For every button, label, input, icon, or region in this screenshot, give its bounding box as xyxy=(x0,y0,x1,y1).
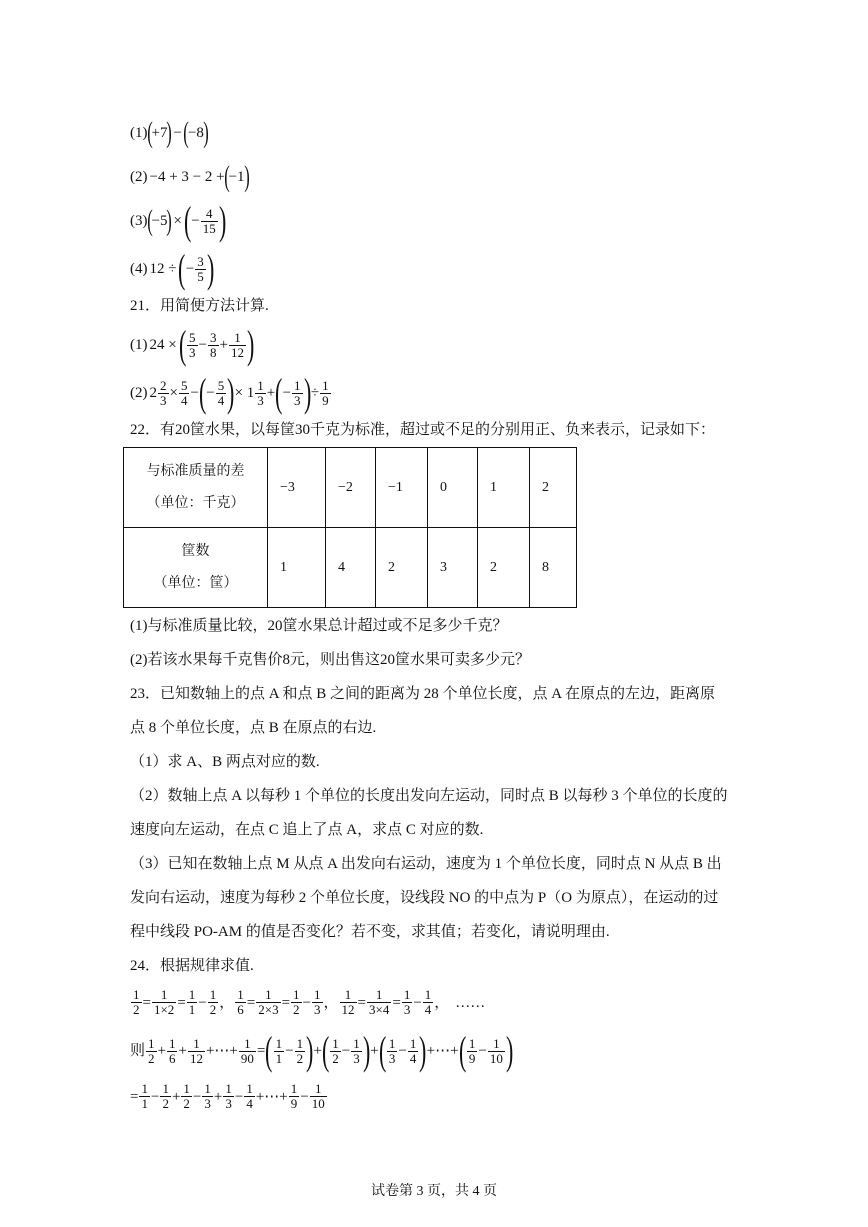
fraction: $\frac{1}{1}$ xyxy=(275,1035,283,1066)
q22-part1: (1)与标准质量比较，20筐水果总计超过或不足多少千克？ xyxy=(130,618,508,634)
q21-part2: (2) 2 $\frac{2}{3}$ × $\frac{5}{4}$ − ( − $\frac{5}{4}$ ) × 1 $\frac{1}{3}$ + ( − $\frac{1}{3}$ ) ÷ $\frac{1}{9}$ xyxy=(130,370,329,415)
part-label: (4) xyxy=(130,261,148,277)
expr: −4 + 3 − 2 + xyxy=(149,169,225,185)
q23-line2: 点 8 个单位长度，点 B 在原点的右边. xyxy=(130,720,377,736)
part-label: (1) xyxy=(130,125,148,141)
fraction: $\frac{1}{2\times 3}$ xyxy=(258,987,279,1017)
dots: +⋯+ xyxy=(426,1043,459,1059)
op: − xyxy=(198,337,208,353)
fraction: $\frac{1}{10}$ xyxy=(311,1081,325,1111)
fraction: $\frac{1}{4}$ xyxy=(246,1081,253,1111)
fraction: $\frac{1}{2}$ xyxy=(209,987,217,1017)
fraction: $\frac{1}{3\times 4}$ xyxy=(369,987,390,1017)
op: + xyxy=(266,385,276,401)
table-cell: 0 xyxy=(428,448,478,528)
fraction: $\frac{1}{4}$ xyxy=(409,1035,417,1066)
fraction: $\frac{1}{3}$ xyxy=(314,987,321,1017)
table-cell: 2 xyxy=(478,528,530,608)
row-header xyxy=(124,528,268,608)
table-cell: 1 xyxy=(268,528,326,608)
table-cell: −1 xyxy=(376,448,428,528)
fraction: $\frac{1}{3}$ xyxy=(257,377,264,408)
sign: − xyxy=(206,385,215,401)
fraction: $\frac{1}{3}$ xyxy=(403,987,411,1017)
fraction: $\frac{2}{3}$ xyxy=(160,377,167,408)
fraction: $\frac{4}{15}$ xyxy=(202,205,216,236)
fraction: $\frac{1}{3}$ xyxy=(353,1035,360,1066)
fraction: $\frac{1}{12}$ xyxy=(341,987,355,1017)
q21-part1: (1) 24 × ( $\frac{5}{3}$ − $\frac{3}{8}$ + $\frac{1}{12}$ ) xyxy=(130,322,255,367)
table-cell: 2 xyxy=(376,528,428,608)
table-cell: 1 xyxy=(478,448,530,528)
q24-title: 24．根据规律求值. xyxy=(130,958,254,974)
lead: 24 × xyxy=(149,337,177,353)
fraction: $\frac{5}{3}$ xyxy=(189,329,196,360)
row-header-unit: （单位：筐） xyxy=(153,575,238,591)
fraction: $\frac{1}{6}$ xyxy=(168,1035,176,1066)
q23-line8: 程中线段 PO-AM 的值是否变化？若不变，求其值；若变化，请说明理由. xyxy=(130,924,610,940)
fraction: $\frac{1}{10}$ xyxy=(489,1035,503,1066)
page-footer: 试卷第 3 页，共 4 页 xyxy=(371,1184,497,1199)
fraction: $\frac{1}{2}$ xyxy=(162,1081,169,1111)
then-label: 则 xyxy=(130,1043,146,1059)
equals: = xyxy=(130,1088,139,1105)
sign: − xyxy=(185,261,195,277)
fraction: $\frac{1}{3}$ xyxy=(388,1035,396,1066)
q23-line6: （3）已知在数轴上点 M 从点 A 出发向右运动，速度为 1 个单位长度，同时点 N 从点 B 出 xyxy=(130,856,722,872)
q23-line1: 23．已知数轴上的点 A 和点 B 之间的距离为 28 个单位长度，点 A 在原点的左边，距离原 xyxy=(130,686,716,702)
part-label: (2) xyxy=(130,385,148,401)
expr-b: −8 xyxy=(187,125,204,141)
table-cell: 4 xyxy=(326,528,376,608)
q22-title: 22．有20筐水果，以每筐30千克为标准，超过或不足的分别用正、负来表示，记录如下： xyxy=(130,422,716,438)
q24-line3: = $\frac{1}{1}$ − $\frac{1}{2}$ + $\frac{1}{2}$ − $\frac{1}{3}$ + $\frac{1}{3}$ − $\frac{1}{4}$ +⋯+ $\frac{1}{9}$ − $\frac{1}{10}$ xyxy=(130,1081,325,1111)
fraction: $\frac{1}{2}$ xyxy=(183,1081,190,1111)
row-header-title: 筐数 xyxy=(181,543,210,559)
table-cell: 8 xyxy=(530,528,577,608)
table-cell: −3 xyxy=(268,448,326,528)
table-cell: 2 xyxy=(530,448,577,528)
q20-part2: (2) −4 + 3 − 2 + ( −1 ) xyxy=(130,160,250,193)
dots: +⋯+ xyxy=(205,1043,238,1059)
q23-line4: （2）数轴上点 A 以每秒 1 个单位的长度出发向左运动，同时点 B 以每秒 3 个单位的长度的 xyxy=(130,788,728,804)
row-header xyxy=(124,448,268,528)
q20-part4: (4) 12 ÷ ( − $\frac{3}{5}$ ) xyxy=(130,246,215,291)
fraction: $\frac{5}{4}$ xyxy=(180,377,188,408)
fraction: $\frac{1}{9}$ xyxy=(468,1035,476,1066)
fraction: $\frac{1}{90}$ xyxy=(240,1035,254,1066)
expr-a: +7 xyxy=(151,125,168,141)
q23-line7: 发向右运动，速度为每秒 2 个单位长度，设线段 NO 的中点为 P（O 为原点），在运动的过 xyxy=(130,890,719,906)
part-label: (1) xyxy=(130,337,148,353)
fraction: $\frac{1}{3}$ xyxy=(225,1081,232,1111)
ellipsis: …… xyxy=(455,994,486,1011)
table-cell: −2 xyxy=(326,448,376,528)
fraction: $\frac{1}{3}$ xyxy=(204,1081,211,1111)
fraction: $\frac{1}{3}$ xyxy=(294,377,301,408)
sign: − xyxy=(282,385,292,401)
fraction: $\frac{1}{12}$ xyxy=(230,329,244,360)
q24-line2: 则 $\frac{1}{2}$ + $\frac{1}{6}$ + $\frac{1}{12}$ +⋯+ $\frac{1}{90}$ = ( $\frac{1}{1}$ − $\frac{1}{2}$ ) + ( $\frac{1}{2}$ − $\frac{1}{3}$ ) + ( $\frac{1}{3}$ − $\frac{1}{4}$ ) +⋯+ ( $\frac{1}{9}$ − $\frac{1}{10}$ ) xyxy=(130,1028,514,1073)
expr-a: 12 ÷ xyxy=(149,261,177,277)
minus-op: − xyxy=(173,125,182,141)
fraction: $\frac{1}{9}$ xyxy=(290,1081,298,1111)
q23-line3: （1）求 A、B 两点对应的数. xyxy=(130,754,320,770)
op: ÷ xyxy=(310,385,320,401)
row-header-unit: （单位：千克） xyxy=(146,495,245,511)
expr-a: −5 xyxy=(151,213,168,229)
fraction: $\frac{1}{6}$ xyxy=(237,987,244,1017)
table-cell: 3 xyxy=(428,528,478,608)
q20-part1: (1) ( +7 ) − ( −8 ) xyxy=(130,116,209,149)
part-label: (2) xyxy=(130,169,148,185)
table-row xyxy=(124,448,577,528)
data-table xyxy=(123,447,577,608)
row-header-title: 与标准质量的差 xyxy=(146,463,245,479)
q22-part2: (2)若该水果每千克售价8元，则出售这20筐水果可卖多少元？ xyxy=(130,652,530,668)
q21-title: 21．用简便方法计算. xyxy=(130,298,269,314)
op: − xyxy=(190,385,199,401)
part-label: (3) xyxy=(130,213,148,229)
whole: 2 xyxy=(149,385,157,401)
dots: +⋯+ xyxy=(255,1088,288,1105)
expr-inner: −1 xyxy=(228,169,245,185)
q24-examples: $\frac{1}{2}$ = $\frac{1}{1\times 2}$ = $\frac{1}{1}$ − $\frac{1}{2}$ ， $\frac{1}{6}$ = $\frac{1}{2\times 3}$ = $\frac{1}{2}$ − $\frac{1}{3}$ ， $\frac{1}{12}$ = $\frac{1}{3\times 4}$ = $\frac{1}{3}$ − $\frac{1}{4}$ ， …… xyxy=(133,987,486,1017)
fraction: $\frac{1}{12}$ xyxy=(189,1035,203,1066)
fraction: $\frac{1}{1}$ xyxy=(141,1081,148,1111)
fraction: $\frac{1}{1\times 2}$ xyxy=(153,987,175,1017)
fraction: $\frac{1}{4}$ xyxy=(424,987,432,1017)
q23-line5: 速度向左运动，在点 C 追上了点 A，求点 C 对应的数. xyxy=(130,822,484,838)
op: × xyxy=(169,385,178,401)
times-op: × xyxy=(173,213,182,229)
op: × 1 xyxy=(234,385,255,401)
op: + xyxy=(219,337,228,353)
table-row xyxy=(124,528,577,608)
q20-part3: (3) ( −5 ) × ( − $\frac{4}{15}$ ) xyxy=(130,198,227,243)
fraction: $\frac{1}{2}$ xyxy=(293,987,300,1017)
fraction: $\frac{1}{2}$ xyxy=(296,1035,304,1066)
fraction: $\frac{3}{5}$ xyxy=(197,253,204,284)
equals: = xyxy=(256,1043,266,1059)
fraction: $\frac{3}{8}$ xyxy=(210,329,217,360)
sign: − xyxy=(191,213,200,229)
fraction: $\frac{1}{2}$ xyxy=(148,1035,155,1066)
fraction: $\frac{1}{1}$ xyxy=(188,987,196,1017)
fraction: $\frac{5}{4}$ xyxy=(217,377,225,408)
fraction: $\frac{1}{9}$ xyxy=(322,377,329,408)
fraction: $\frac{1}{2}$ xyxy=(332,1035,339,1066)
fraction: $\frac{1}{2}$ xyxy=(133,987,140,1017)
